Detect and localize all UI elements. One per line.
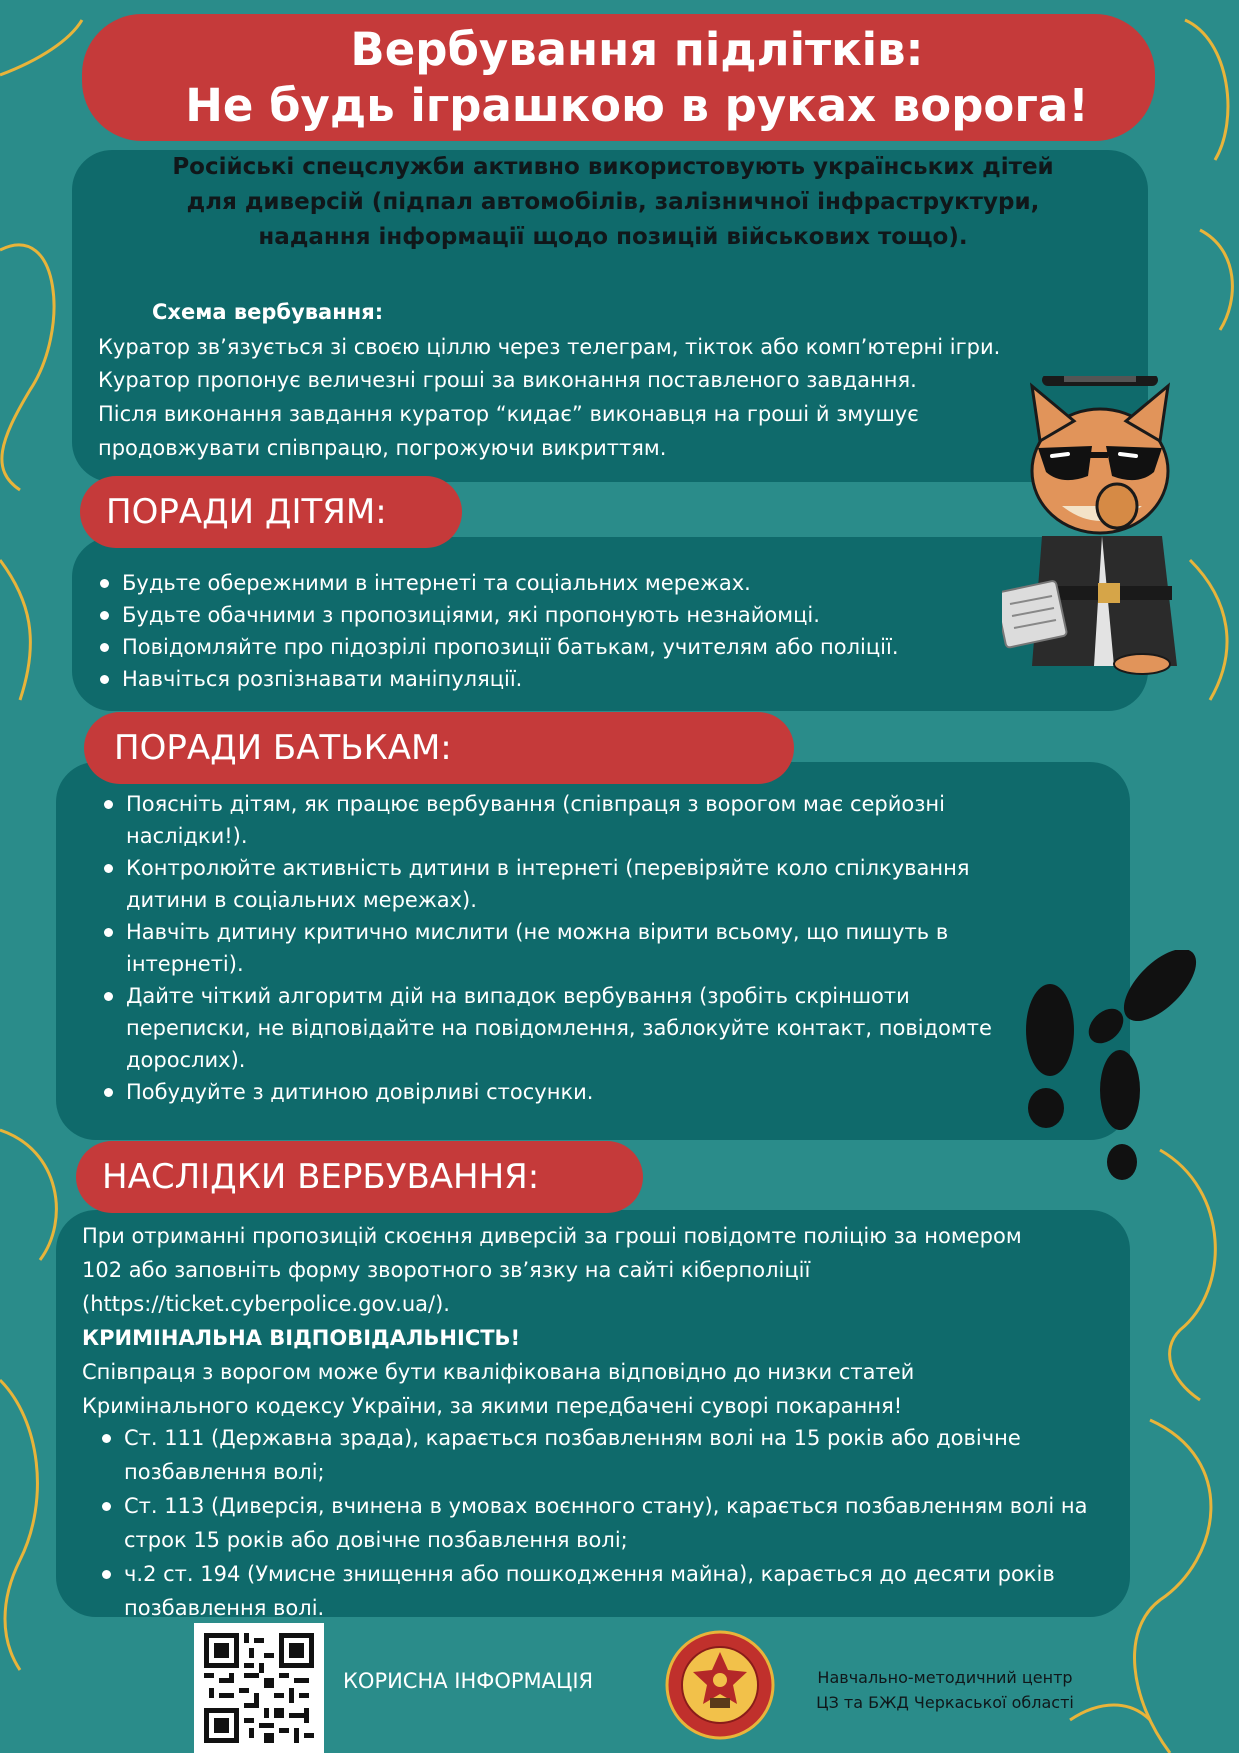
organization-line: ЦЗ та БЖД Черкаської області [816, 1693, 1074, 1712]
articles-list [98, 1421, 1148, 1625]
list-item-line: Контролюйте активність дитини в інтернеті (перевіряйте коло спілкування [126, 856, 970, 880]
list-item-line: строк 15 років або довічне позбавлення волі; [124, 1528, 628, 1552]
list-item [100, 980, 1100, 1076]
list-item [100, 916, 1100, 980]
list-item-line: Дайте чіткий алгоритм дій на випадок вербування (зробіть скріншоти [126, 984, 910, 1008]
emblem-icon [665, 1630, 775, 1740]
criminal-title: КРИМІНАЛЬНА ВІДПОВІДАЛЬНІСТЬ! [82, 1326, 521, 1350]
list-item: Будьте обачними з пропозиціями, які пропонують незнайомці. [96, 599, 1096, 631]
title-line-1: Вербування підлітків: [350, 23, 924, 76]
scheme-line: Куратор пропонує величезні гроші за виконання поставленого завдання. [98, 368, 917, 392]
list-item-line: інтернеті). [126, 952, 244, 976]
organization-name [795, 1665, 1095, 1715]
parents-tips-list [100, 788, 1100, 1108]
list-item-line: Ст. 111 (Державна зрада), карається позбавленням волі на 15 років або довічне [124, 1426, 1021, 1450]
list-item [98, 1557, 1148, 1625]
report-paragraph [82, 1219, 1122, 1423]
scheme-line: продовжувати співпрацю, погрожуючи викриттям. [98, 436, 667, 460]
list-item-line: дорослих). [126, 1048, 246, 1072]
list-item [98, 1489, 1148, 1557]
scheme-title: Схема вербування: [152, 300, 384, 324]
footprints-icon [1010, 950, 1210, 1200]
list-item [100, 852, 1100, 916]
list-item [98, 1421, 1148, 1489]
spy-cat-icon [1002, 376, 1202, 676]
scheme-line: Куратор зв’язується зі своєю ціллю через телеграм, тікток або комп’ютерні ігри. [98, 335, 1001, 359]
consequences-heading: НАСЛІДКИ ВЕРБУВАННЯ: [102, 1157, 540, 1197]
criminal-line: Кримінального кодексу України, за якими передбачені суворі покарання! [82, 1394, 903, 1418]
qr-code-graphic [204, 1633, 314, 1743]
kids-tips-list [96, 567, 1096, 695]
list-item [100, 1076, 1100, 1108]
list-item-line: Поясніть дітям, як працює вербування (співпраця з ворогом має серйозні [126, 792, 945, 816]
useful-info-label: КОРИСНА ІНФОРМАЦІЯ [343, 1669, 594, 1693]
list-item-line: Навчіть дитину критично мислити (не можна вірити всьому, що пишуть в [126, 920, 949, 944]
list-item [100, 788, 1100, 852]
list-item-line: ч.2 ст. 194 (Умисне знищення або пошкодження майна), карається до десяти років [124, 1562, 1055, 1586]
kids-heading: ПОРАДИ ДІТЯМ: [106, 492, 387, 532]
organization-line: Навчально-методичний центр [817, 1668, 1073, 1687]
list-item-line: дитини в соціальних мережах). [126, 888, 477, 912]
scheme-line: Після виконання завдання куратор “кидає” виконавця на гроші й змушує [98, 402, 919, 426]
list-item-line: наслідки!). [126, 824, 248, 848]
qr-code-icon[interactable] [194, 1623, 324, 1753]
list-item-line: переписки, не відповідайте на повідомлення, заблокуйте контакт, повідомте [126, 1016, 992, 1040]
criminal-line: Співпраця з ворогом може бути кваліфікована відповідно до низки статей [82, 1360, 915, 1384]
parents-heading: ПОРАДИ БАТЬКАМ: [114, 728, 452, 768]
intro-line: для диверсій (підпал автомобілів, залізничної інфраструктури, [186, 189, 1040, 215]
intro-text [100, 150, 1126, 255]
report-line: (https://ticket.cyberpolice.gov.ua/). [82, 1292, 450, 1316]
intro-line: Російські спецслужби активно використовують українських дітей [172, 154, 1054, 180]
title-line-2: Не будь іграшкою в руках ворога! [185, 79, 1089, 132]
list-item: Повідомляйте про підозрілі пропозиції батькам, учителям або поліції. [96, 631, 1096, 663]
list-item-line: позбавлення волі. [124, 1596, 325, 1620]
list-item: Навчіться розпізнавати маніпуляції. [96, 663, 1096, 695]
report-line: При отриманні пропозицій скоєння диверсій за гроші повідомте поліцію за номером [82, 1224, 1022, 1248]
intro-line: надання інформації щодо позицій військових тощо). [258, 224, 968, 250]
list-item-line: Побудуйте з дитиною довірливі стосунки. [126, 1080, 594, 1104]
report-line: 102 або заповніть форму зворотного зв’язку на сайті кіберполіції [82, 1258, 811, 1282]
list-item-line: Ст. 113 (Диверсія, вчинена в умовах воєнного стану), карається позбавленням волі на [124, 1494, 1088, 1518]
page-title [82, 22, 1192, 134]
list-item-line: позбавлення волі; [124, 1460, 325, 1484]
list-item: Будьте обережними в інтернеті та соціальних мережах. [96, 567, 1096, 599]
